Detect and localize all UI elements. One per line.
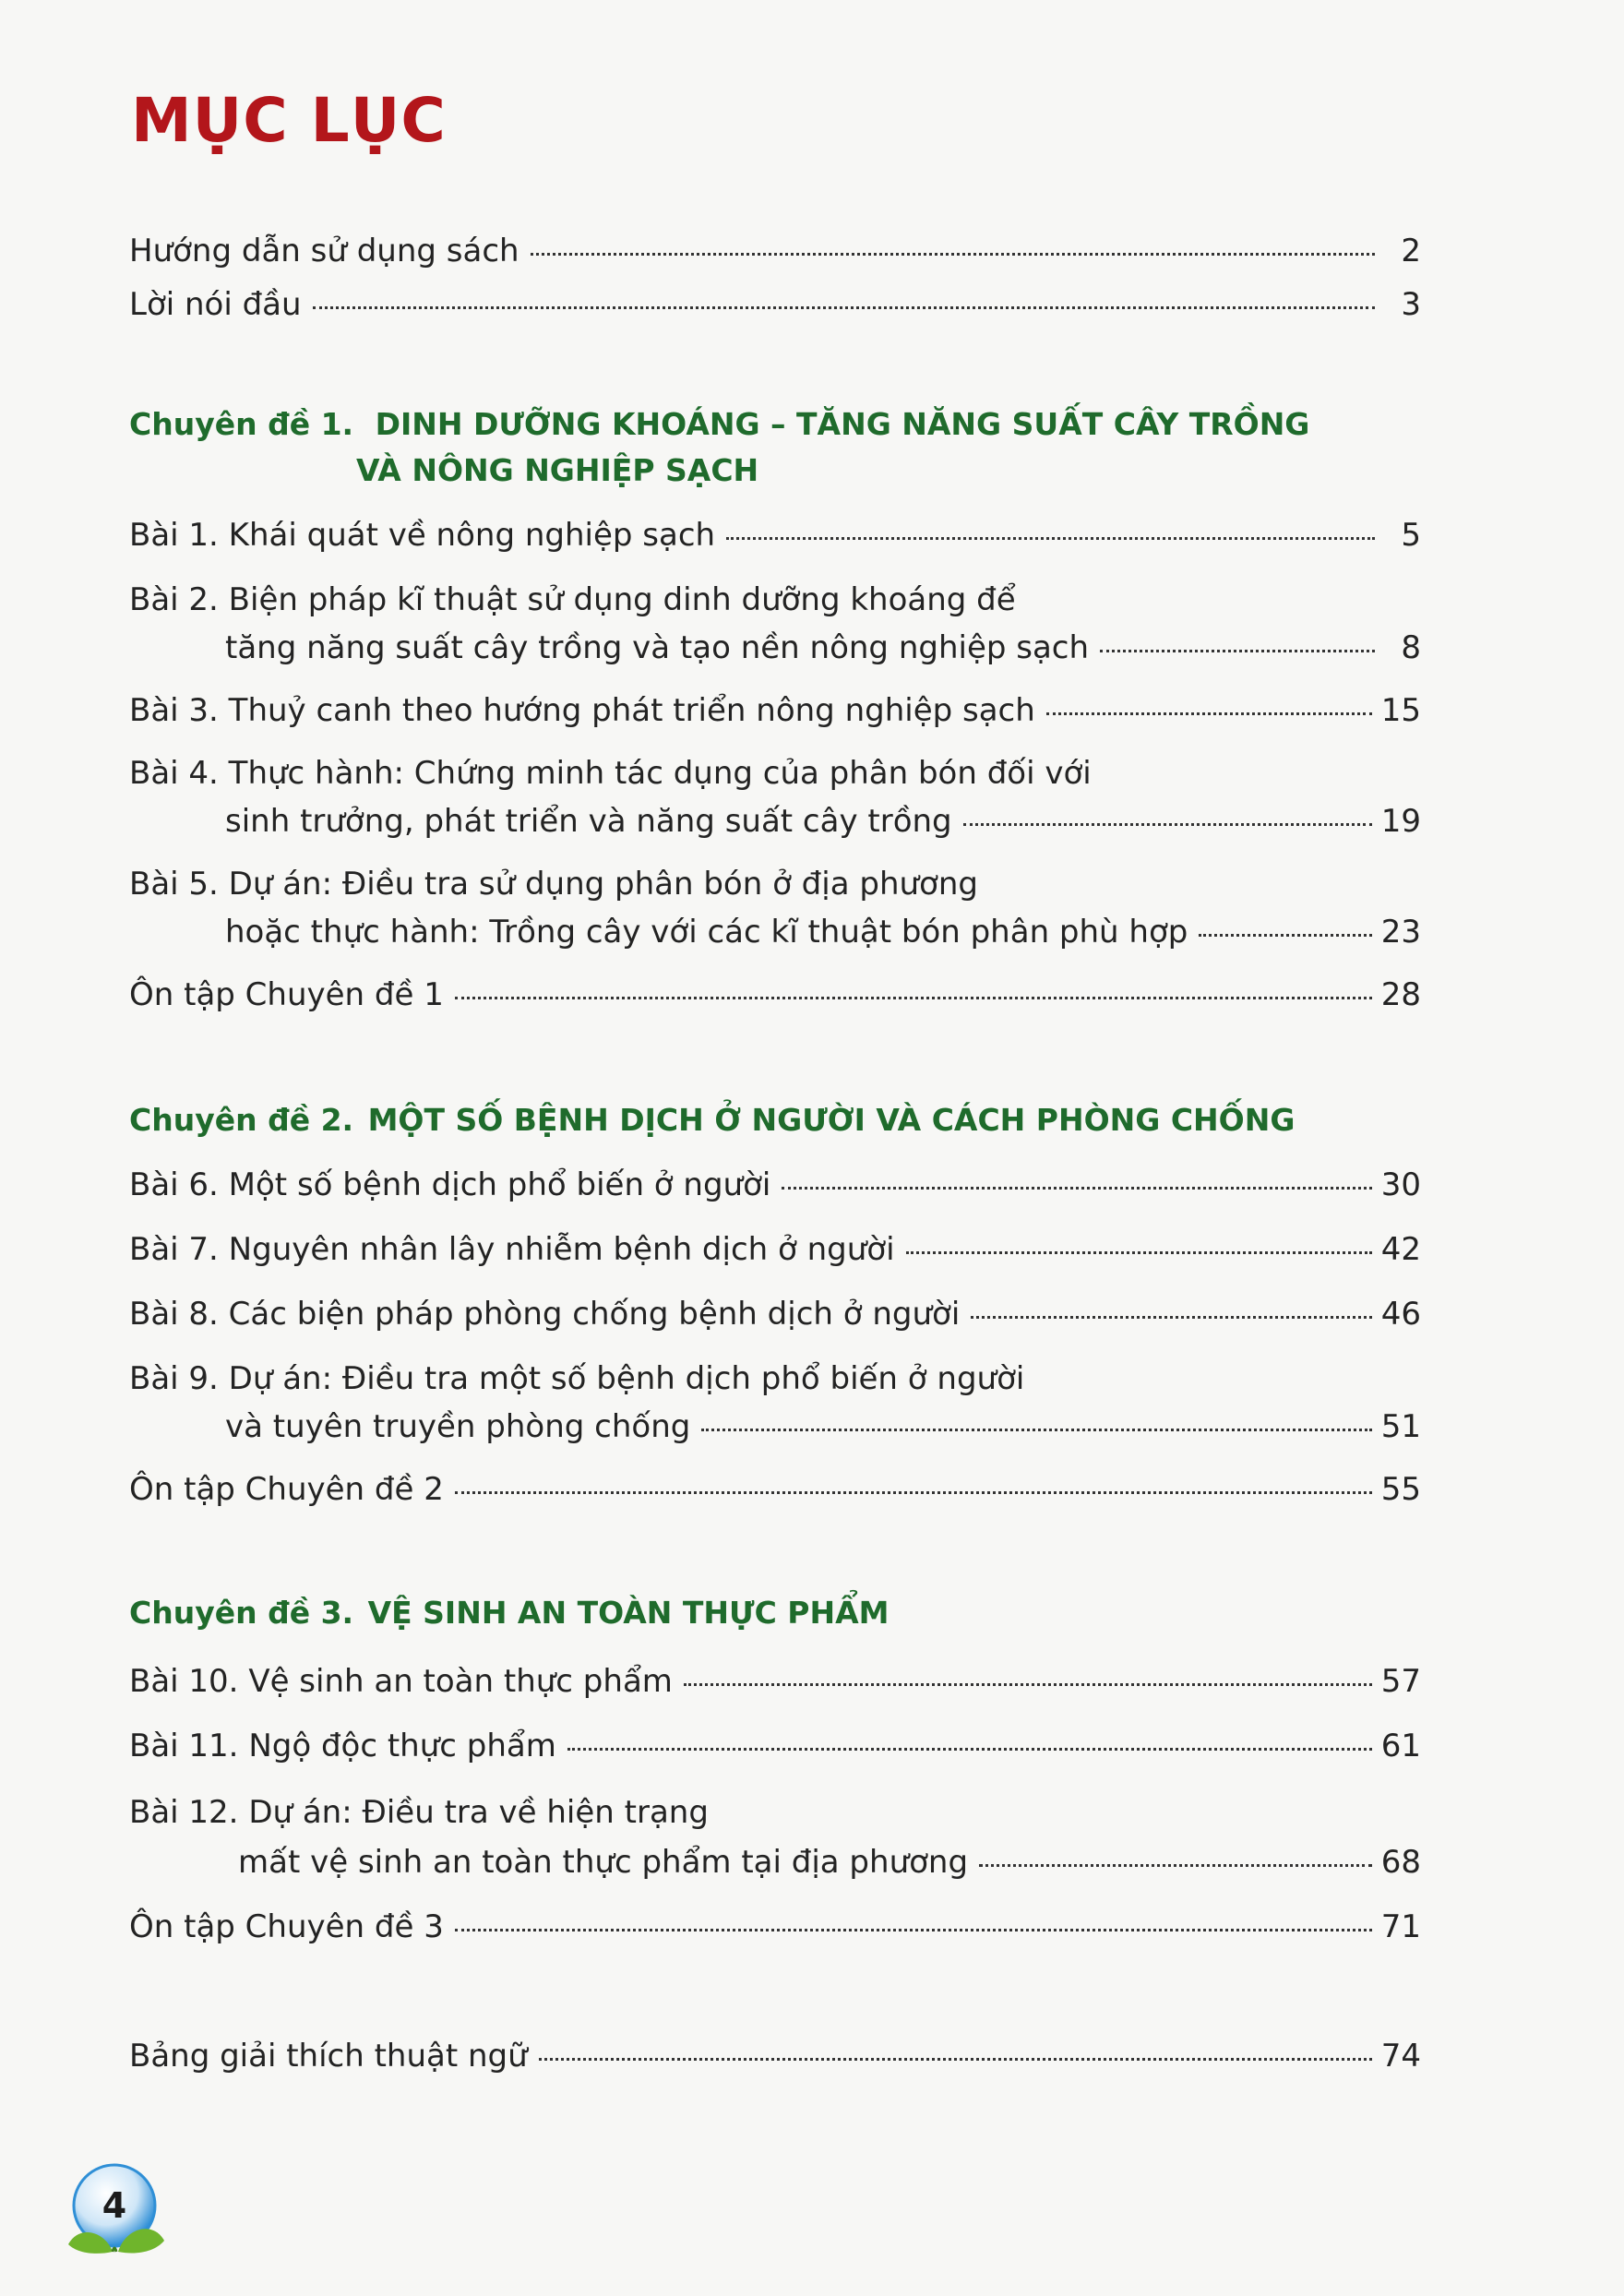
lesson-title: Dự án: Điều tra một số bệnh dịch phổ biến ở người	[228, 1360, 1025, 1397]
lesson-prefix: Bài 4.	[129, 755, 219, 792]
toc-entry-label: Ôn tập Chuyên đề 1	[129, 976, 444, 1013]
page-number-badge	[61, 2159, 172, 2270]
dot-leader	[1100, 650, 1375, 652]
chapter-heading-1-cont	[356, 448, 758, 493]
toc-page-number: 23	[1380, 914, 1421, 951]
chapter-prefix: Chuyên đề 2.	[129, 1102, 354, 1138]
lesson-prefix: Bài 1.	[129, 517, 219, 554]
toc-entry-preface[interactable]	[129, 286, 1421, 323]
chapter-heading-1[interactable]	[129, 402, 1309, 447]
lesson-prefix: Bài 3.	[129, 692, 219, 729]
toc-entry-label: Bảng giải thích thuật ngữ	[129, 2038, 528, 2075]
chapter-title-line: VÀ NÔNG NGHIỆP SẠCH	[356, 452, 759, 488]
lesson-title-cont: sinh trưởng, phát triển và năng suất cây trồng	[225, 803, 952, 840]
lesson-title: Thuỷ canh theo hướng phát triển nông nghiệp sạch	[228, 692, 1035, 729]
toc-page-number: 2	[1401, 233, 1421, 269]
toc-page-number: 30	[1380, 1166, 1421, 1203]
lesson-prefix: Bài 10.	[129, 1663, 239, 1700]
toc-page-number: 55	[1380, 1471, 1421, 1508]
lesson-title-cont: tăng năng suất cây trồng và tạo nền nông nghiệp sạch	[225, 629, 1090, 666]
toc-page-number: 51	[1380, 1408, 1421, 1445]
lesson-prefix: Bài 7.	[129, 1231, 219, 1268]
toc-entry-label: Ôn tập Chuyên đề 3	[129, 1908, 444, 1945]
lesson-title: Vệ sinh an toàn thực phẩm	[248, 1663, 673, 1700]
toc-page-number: 42	[1380, 1231, 1421, 1268]
lesson-prefix: Bài 2.	[129, 581, 219, 618]
toc-page-number: 28	[1380, 976, 1421, 1013]
lesson-prefix: Bài 8.	[129, 1296, 219, 1333]
dot-leader	[455, 997, 1372, 999]
toc-lesson-11[interactable]	[129, 1728, 1421, 1764]
toc-review-2[interactable]	[129, 1471, 1421, 1508]
page-number: 4	[102, 2185, 127, 2226]
dot-leader	[963, 823, 1372, 826]
lesson-title: Khái quát về nông nghiệp sạch	[228, 517, 716, 554]
chapter-title-line: DINH DƯỠNG KHOÁNG – TĂNG NĂNG SUẤT CÂY TRỒNG	[375, 406, 1310, 442]
toc-page-number: 5	[1401, 517, 1421, 554]
dot-leader	[726, 537, 1375, 540]
toc-page-number: 19	[1380, 803, 1421, 840]
toc-entry-label: Hướng dẫn sử dụng sách	[129, 233, 519, 269]
toc-entry-label: Lời nói đầu	[129, 286, 302, 323]
toc-page-number: 71	[1380, 1908, 1421, 1945]
chapter-heading-3[interactable]	[129, 1591, 889, 1635]
toc-entry-guide[interactable]	[129, 233, 1421, 269]
lesson-prefix: Bài 12.	[129, 1794, 239, 1831]
toc-review-3[interactable]	[129, 1908, 1421, 1945]
toc-glossary[interactable]	[129, 2038, 1421, 2075]
toc-entry-label: Ôn tập Chuyên đề 2	[129, 1471, 444, 1508]
dot-leader	[1046, 712, 1372, 715]
dot-leader	[782, 1187, 1371, 1190]
lesson-prefix: Bài 5.	[129, 866, 219, 903]
toc-page-number: 68	[1380, 1844, 1421, 1881]
toc-lesson-4-line1[interactable]	[129, 755, 1092, 792]
toc-lesson-1[interactable]	[129, 517, 1421, 554]
toc-page-number: 46	[1380, 1296, 1421, 1333]
chapter-heading-2[interactable]	[129, 1098, 1295, 1142]
lesson-title: Thực hành: Chứng minh tác dụng của phân bón đối với	[228, 755, 1092, 792]
lesson-title: Một số bệnh dịch phổ biến ở người	[228, 1166, 771, 1203]
toc-lesson-5[interactable]	[225, 914, 1421, 951]
toc-lesson-12-line1[interactable]	[129, 1794, 709, 1831]
dot-leader	[531, 253, 1375, 256]
toc-page-number: 3	[1401, 286, 1421, 323]
lesson-prefix: Bài 9.	[129, 1360, 219, 1397]
toc-page-number: 61	[1380, 1728, 1421, 1764]
lesson-title: Dự án: Điều tra sử dụng phân bón ở địa phương	[228, 866, 978, 903]
toc-page-number: 15	[1380, 692, 1421, 729]
lesson-title: Dự án: Điều tra về hiện trạng	[248, 1794, 709, 1831]
toc-review-1[interactable]	[129, 976, 1421, 1013]
dot-leader	[1199, 934, 1371, 937]
lesson-title: Ngộ độc thực phẩm	[248, 1728, 556, 1764]
dot-leader	[455, 1491, 1372, 1494]
chapter-prefix: Chuyên đề 3.	[129, 1595, 354, 1631]
toc-lesson-2-line1[interactable]	[129, 581, 1016, 618]
dot-leader	[906, 1251, 1372, 1254]
toc-lesson-2[interactable]	[225, 629, 1421, 666]
chapter-prefix: Chuyên đề 1.	[129, 406, 354, 442]
lesson-title-cont: mất vệ sinh an toàn thực phẩm tại địa phương	[238, 1844, 969, 1881]
page-title: MỤC LỤC	[131, 85, 447, 156]
lesson-prefix: Bài 11.	[129, 1728, 239, 1764]
toc-lesson-3[interactable]	[129, 692, 1421, 729]
toc-lesson-12[interactable]	[238, 1844, 1421, 1881]
dot-leader	[567, 1748, 1372, 1751]
dot-leader	[971, 1316, 1371, 1319]
toc-lesson-5-line1[interactable]	[129, 866, 978, 903]
lesson-title: Các biện pháp phòng chống bệnh dịch ở người	[228, 1296, 961, 1333]
dot-leader	[701, 1429, 1371, 1431]
dot-leader	[455, 1929, 1372, 1931]
toc-lesson-6[interactable]	[129, 1166, 1421, 1203]
toc-page-number: 57	[1380, 1663, 1421, 1700]
lesson-title: Biện pháp kĩ thuật sử dụng dinh dưỡng khoáng để	[228, 581, 1016, 618]
dot-leader	[313, 306, 1375, 309]
lesson-title-cont: hoặc thực hành: Trồng cây với các kĩ thuật bón phân phù hợp	[225, 914, 1188, 951]
chapter-title-line: MỘT SỐ BỆNH DỊCH Ở NGƯỜI VÀ CÁCH PHÒNG CHỐNG	[367, 1102, 1296, 1138]
dot-leader	[684, 1683, 1372, 1686]
toc-lesson-9-line1[interactable]	[129, 1360, 1024, 1397]
toc-lesson-8[interactable]	[129, 1296, 1421, 1333]
lesson-prefix: Bài 6.	[129, 1166, 219, 1203]
toc-lesson-10[interactable]	[129, 1663, 1421, 1700]
lesson-title: Nguyên nhân lây nhiễm bệnh dịch ở người	[228, 1231, 895, 1268]
chapter-title-line: VỆ SINH AN TOÀN THỰC PHẨM	[367, 1595, 890, 1631]
dot-leader	[979, 1864, 1372, 1867]
toc-page-number: 8	[1401, 629, 1421, 666]
toc-lesson-4[interactable]	[225, 803, 1421, 840]
toc-lesson-7[interactable]	[129, 1231, 1421, 1268]
toc-page-number: 74	[1380, 2038, 1421, 2075]
lesson-title-cont: và tuyên truyền phòng chống	[225, 1408, 691, 1445]
toc-lesson-9[interactable]	[225, 1408, 1421, 1445]
dot-leader	[539, 2058, 1372, 2061]
